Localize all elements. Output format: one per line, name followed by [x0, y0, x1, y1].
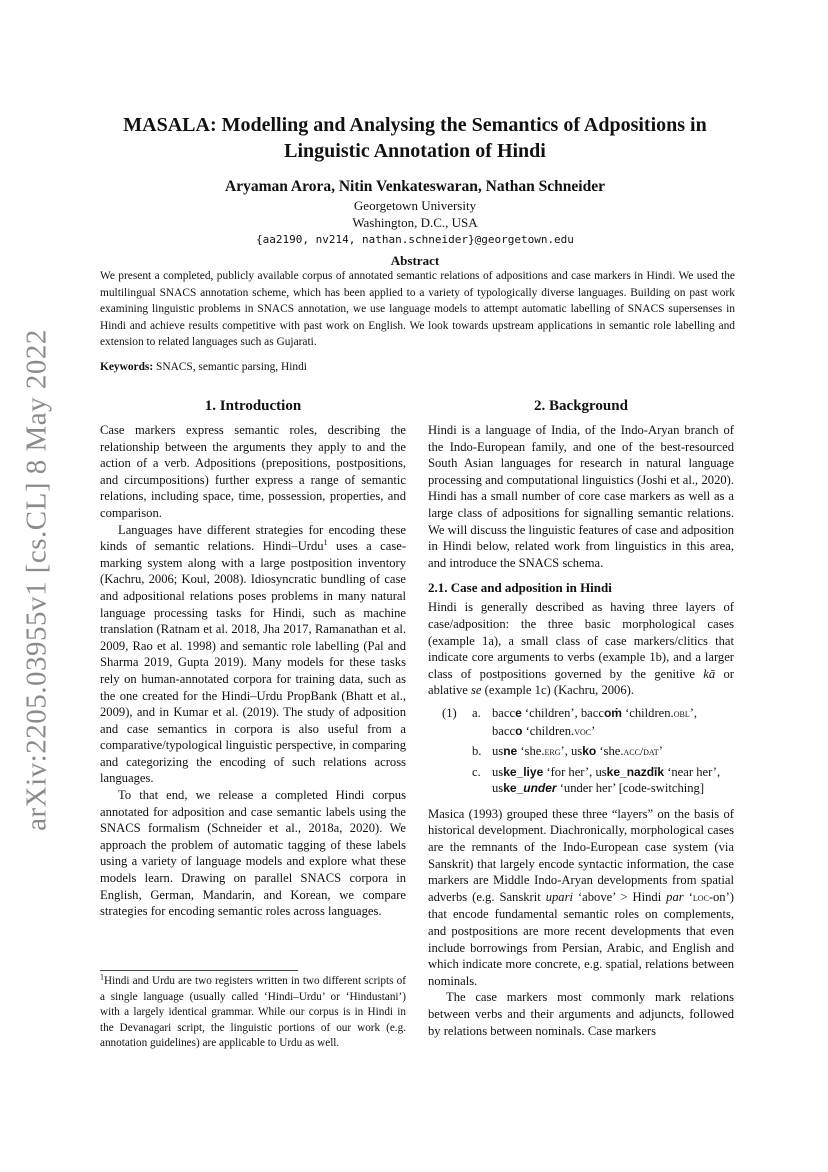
right-column: [428, 396, 734, 1039]
bg-p3-part-a: Masica (1993) grouped these three “layers” on the basis of historical development. Diachronically, morphological cases are the remnants of the Indo-European case system (via Sanskrit) that largely encode syntactic information, the case markers are Middle Indo-Aryan developments from spatial adverbs (e.g. Sanskrit: [428, 806, 734, 904]
bg-p3-part-b: ‘above’ > Hindi: [573, 889, 667, 904]
word-gloss: ’: [658, 744, 663, 759]
example-1: [428, 705, 734, 800]
word-stem: us: [492, 781, 504, 796]
example-items: [472, 705, 734, 800]
paper-title: [100, 112, 730, 164]
left-column: [100, 396, 406, 920]
example-text-a: [492, 705, 734, 740]
word-gloss: ‘under her’ [code-switching]: [556, 781, 705, 796]
example-number: (1): [442, 705, 457, 720]
word-gloss: ‘children.: [621, 705, 674, 720]
word-gloss: ’,: [560, 744, 571, 759]
word-suffix: ko: [582, 744, 597, 759]
footnote-marker[interactable]: 1: [323, 537, 328, 547]
word-suffix: o: [515, 723, 523, 738]
word-gloss: ‘she.: [596, 744, 624, 759]
example-letter-a: a.: [472, 705, 481, 720]
word-gloss: ‘near her’,: [664, 764, 721, 779]
section-heading-introduction: 1. Introduction: [204, 398, 302, 414]
word-stem: bacc: [492, 705, 516, 720]
term-par: par: [666, 889, 684, 904]
author-list: Aryaman Arora, Nitin Venkateswaran, Nathan Schneider: [225, 178, 605, 195]
intro-p2-part-b: uses a case-marking system along with a large postposition inventory (Kachru, 2006; Koul, 2008). Idiosyncratic bundling of case and adpositional relations poses problems in many natural language processing tasks for Hindi, such as machine translation (Ratnam et al. 2018, Jha 2017, Ramanathan et al. 2009, Rao et al. 1998) and semantic role labelling (Pal and Sharma 2019, Gupta 2019). Many models for these tasks rely on human-annotated corpora for training data, such as the one created for the Hindi–Urdu PropBank (Bhatt et al., 2009), and in Kumar et al. (2019). The study of adposition and case semantics in corpora is also useful from a comparative/typological linguistic perspective, in comparing and categorizing the encoding of such relations across languages.: [100, 539, 407, 786]
word-suffix: ke_: [503, 781, 524, 796]
keywords: [100, 361, 730, 373]
background-paragraph-1: Hindi is a language of India, of the Indo-Aryan branch of the Indo-European family, and one of the best-resourced South Asian languages for research in natural language processing and computational linguistics (Joshi et al., 2020). Hindi has a small number of core case markers as well as a large class of adpositions for signalling semantic relations. We will discuss the linguistic features of case and adposition in Hindi below, related work from linguistics in this area, and introduce the SNACS schema.: [428, 423, 734, 570]
term-upari: upari: [545, 889, 573, 904]
example-letter-c: c.: [472, 764, 481, 779]
word-stem: bacc: [580, 705, 604, 720]
background-paragraph-3: [428, 806, 734, 990]
footnote-number: 1: [100, 972, 104, 982]
section-heading-background: 2. Background: [534, 398, 628, 414]
location: Washington, D.C., USA: [352, 215, 478, 230]
word-stem: us: [492, 744, 504, 759]
footnote-1: [100, 974, 406, 1052]
subsection-heading-case-adposition: 2.1. Case and adposition in Hindi: [428, 580, 612, 596]
bg-p3-part-d: -on’) that encode fundamental semantic roles on complements, and postpositions are more recent developments that even include borrowings from Persian, Arabic, and English and which indicate more concrete, e.g. spatial, relations between nominals.: [428, 889, 734, 988]
keywords-label: Keywords:: [100, 361, 154, 373]
intro-paragraph-1: Case markers express semantic roles, describing the relationship between the arguments they apply to and the action of a verb. Adpositions (prepositions, postpositions, and circumpositions) further express a range of semantic relations, including space, time, possession, properties, and comparison.: [100, 423, 406, 520]
word-suffix: ke_nazdīk: [606, 764, 665, 779]
word-suffix: ke_liye: [503, 764, 544, 779]
bg-p3-part-c: ‘: [683, 889, 693, 904]
background-paragraph-4: The case markers most commonly mark relations between verbs and their arguments and adjuncts, followed by relations between nominals. Case markers: [428, 990, 734, 1038]
word-gloss: ‘children’,: [521, 705, 581, 720]
word-gloss: ’: [591, 723, 596, 738]
example-item-a: [472, 705, 734, 740]
footnote-divider: [100, 970, 298, 971]
author-emails[interactable]: {aa2190, nv214, nathan.schneider}@georgetown.edu: [256, 233, 574, 246]
gloss-tag: obl: [673, 707, 690, 720]
term-ka: kā: [703, 666, 716, 681]
keywords-text: SNACS, semantic parsing, Hindi: [153, 361, 307, 373]
word-stem: us: [492, 764, 504, 779]
gloss-tag-loc: loc: [692, 891, 709, 904]
arxiv-identifier[interactable]: arXiv:2205.03955v1 [cs.CL] 8 May 2022: [20, 329, 53, 831]
abstract-heading: Abstract: [390, 253, 440, 268]
word-gloss: ’,: [689, 705, 698, 720]
term-se: se: [471, 683, 482, 698]
gloss-tag: voc: [574, 725, 592, 738]
word-stem: bacc: [492, 723, 516, 738]
word-stem: us: [595, 764, 607, 779]
abstract-text: We present a completed, publicly available corpus of annotated semantic relations of adpositions and case markers in Hindi. We used the multilingual SNACS annotation scheme, which has been applied to a variety of typologically diverse languages. Building on past work examining linguistic problems in SNACS annotation, we use language models to attempt automatic labelling of SNACS supersenses in Hindi and achieve results competitive with past work on English. We look towards upstream applications in semantic role labelling and extension to related languages such as Gujarati.: [100, 270, 735, 349]
background-paragraph-2: [428, 599, 734, 699]
word-suffix: oṁ: [603, 705, 622, 720]
affiliation: Georgetown University: [353, 198, 477, 213]
word-gloss: ‘she.: [517, 744, 545, 759]
bg-p2-part-b: or ablative: [428, 666, 734, 698]
example-item-c: [472, 764, 734, 797]
example-letter-b: b.: [472, 744, 482, 759]
example-text-b: [492, 743, 734, 761]
word-gloss: ‘for her’,: [543, 764, 596, 779]
word-suffix: ne: [503, 744, 518, 759]
intro-paragraph-3: To that end, we release a completed Hindi corpus annotated for adposition and case semantic labels using the SNACS formalism (Schneider et al., 2018a, 2020). We approach the problem of automatic tagging of these labels using a variety of language models and explore what these models learn. Drawing on parallel SNACS corpora in English, German, Mandarin, and Korean, we compare strategies for encoding semantic roles across languages.: [100, 788, 406, 919]
title-line-1: MASALA: Modelling and Analysing the Semantics of Adpositions in: [123, 114, 707, 136]
bg-p2-part-a: Hindi is generally described as having three layers of case/adposition: the three basic morphological cases (example 1a), a small class of case markers/clitics that indicate core arguments to verbs (example 1b), and a larger class of postpositions governed by the genitive: [428, 600, 734, 681]
affiliation-block: [100, 197, 730, 248]
title-line-2: Linguistic Annotation of Hindi: [284, 140, 546, 162]
gloss-tag: acc/dat: [623, 746, 659, 759]
example-item-b: [472, 743, 734, 761]
word-suffix: e: [515, 705, 522, 720]
word-stem: us: [571, 744, 583, 759]
gloss-tag: erg: [544, 746, 561, 759]
word-suffix-italic: under: [523, 781, 557, 796]
arxiv-sidebar: [12, 300, 62, 860]
intro-p2-part-a: Languages have different strategies for encoding these kinds of semantic relations. Hindi–Urdu: [100, 522, 406, 554]
word-gloss: ‘children.: [522, 723, 575, 738]
intro-paragraph-2: [100, 522, 406, 788]
footnote-text: Hindi and Urdu are two registers written in two different scripts of a single language (usually called ‘Hindi–Urdu’ or ‘Hindustani’) with a largely identical grammar. While our corpus is in Hindi in the Devanagari script, the linguistic portions of our work (e.g. annotation guidelines) are applicable to Urdu as well.: [100, 975, 406, 1050]
example-text-c: [492, 764, 734, 797]
bg-p2-part-c: (example 1c) (Kachru, 2006).: [481, 683, 634, 698]
